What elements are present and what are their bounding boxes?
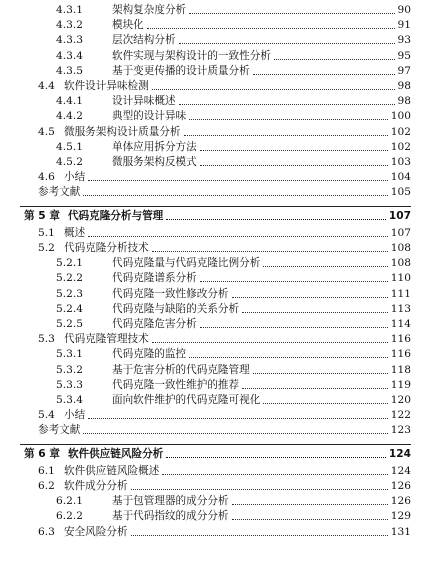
section-number: 5.3	[38, 333, 55, 346]
section-title: 代码克隆分析技术	[64, 242, 149, 254]
section-number: 4.5.1	[56, 140, 83, 153]
dot-leader	[263, 402, 387, 404]
toc-entry[interactable]	[0, 3, 411, 17]
dot-leader	[242, 311, 388, 313]
section-title: 代码克隆分析与管理	[67, 209, 164, 222]
dot-leader	[166, 218, 386, 220]
dot-leader	[147, 27, 395, 29]
page-number: 91	[397, 19, 411, 32]
page-number: 114	[390, 318, 411, 330]
dot-leader	[200, 280, 388, 282]
dot-leader	[200, 149, 388, 151]
toc-entry[interactable]	[0, 287, 411, 301]
page-number: 124	[388, 447, 411, 460]
toc-entry[interactable]	[0, 509, 411, 523]
dot-leader	[83, 194, 387, 196]
toc-entry[interactable]	[0, 33, 411, 47]
page-number: 111	[390, 287, 411, 300]
page-number: 116	[390, 348, 411, 361]
section-title: 代码克隆谱系分析	[112, 272, 197, 285]
section-number: 6.1	[38, 464, 55, 477]
section-title: 基于包管理器的成分分析	[112, 495, 229, 508]
page-number: 118	[390, 363, 411, 376]
dot-leader	[88, 235, 388, 237]
toc-entry[interactable]	[0, 170, 411, 184]
section-title: 微服务架构反模式	[112, 156, 197, 168]
section-number: 6.2.2	[56, 510, 83, 523]
section-number: 4.3.1	[56, 4, 83, 16]
page-number: 131	[390, 525, 411, 538]
toc-chapter-entry[interactable]	[0, 447, 411, 461]
page-number: 102	[390, 125, 411, 138]
section-title: 软件实现与架构设计的一致性分析	[112, 49, 271, 62]
page-number: 100	[390, 110, 411, 123]
page-number: 107	[390, 226, 411, 239]
section-title: 小结	[64, 409, 86, 422]
section-title: 软件设计异味检测	[64, 80, 149, 92]
toc-entry[interactable]	[0, 408, 411, 422]
page-number: 102	[390, 140, 411, 153]
section-title: 软件成分分析	[64, 480, 128, 492]
toc-entry[interactable]	[0, 140, 411, 154]
page-number: 122	[390, 409, 411, 422]
section-number: 5.2.1	[56, 257, 83, 270]
section-number: 5.2.3	[56, 287, 83, 300]
section-title: 基于危害分析的代码克隆管理	[112, 363, 250, 376]
dot-leader	[152, 250, 388, 252]
section-number: 4.4.2	[56, 110, 83, 123]
toc-entry[interactable]	[0, 302, 411, 316]
section-number: 6.2	[38, 480, 55, 492]
dot-leader	[179, 42, 395, 44]
section-number: 5.2.4	[56, 302, 83, 315]
toc-entry[interactable]	[0, 464, 411, 478]
dot-leader	[152, 341, 388, 343]
toc-entry[interactable]	[0, 271, 411, 285]
toc-entry[interactable]	[0, 49, 411, 63]
section-title: 代码克隆的监控	[112, 348, 187, 361]
section-title: 设计异味概述	[112, 95, 176, 108]
toc-entry[interactable]	[0, 94, 411, 108]
toc-entry[interactable]	[0, 332, 411, 346]
toc-chapter-entry[interactable]	[0, 209, 411, 223]
section-title: 单体应用拆分方法	[112, 140, 197, 153]
section-number: 5.3.2	[56, 363, 83, 376]
section-title: 面向软件维护的代码克隆可视化	[112, 394, 261, 406]
page-number: 98	[397, 80, 411, 92]
toc-entry[interactable]	[0, 256, 411, 270]
dot-leader	[179, 103, 395, 105]
toc-entry[interactable]	[0, 479, 411, 493]
toc-entry[interactable]	[0, 109, 411, 123]
page-number: 107	[388, 209, 411, 222]
toc-entry[interactable]	[0, 155, 411, 169]
page-number: 116	[390, 333, 411, 346]
page-number: 108	[390, 242, 411, 254]
section-title: 参考文献	[38, 424, 81, 437]
section-title: 概述	[64, 226, 86, 239]
section-number: 4.4.1	[56, 95, 83, 108]
section-number: 4.3.2	[56, 19, 83, 32]
dot-leader	[189, 118, 388, 120]
dot-leader	[184, 134, 388, 136]
dot-leader	[162, 473, 387, 475]
toc-entry[interactable]	[0, 423, 411, 437]
toc-entry[interactable]	[0, 317, 411, 331]
section-title: 安全风险分析	[64, 525, 128, 538]
dot-leader	[232, 296, 388, 298]
dot-leader	[274, 58, 395, 60]
section-number: 4.6	[38, 171, 55, 184]
toc-entry[interactable]	[0, 347, 411, 361]
page-number: 123	[390, 424, 411, 437]
section-number: 6.2.1	[56, 495, 83, 508]
section-title: 层次结构分析	[112, 34, 176, 47]
dot-leader	[189, 12, 394, 14]
page-number: 126	[390, 480, 411, 492]
section-title: 典型的设计异味	[112, 110, 187, 123]
dot-leader	[83, 432, 387, 434]
chapter-separator-line	[20, 206, 411, 207]
section-number: 4.3.3	[56, 34, 83, 47]
section-title: 代码克隆危害分析	[112, 318, 197, 330]
page-number: 90	[397, 4, 411, 16]
page-number: 126	[390, 495, 411, 508]
dot-leader	[242, 387, 388, 389]
section-title: 代码克隆量与代码克隆比例分析	[112, 257, 261, 270]
toc-entry[interactable]	[0, 378, 411, 392]
section-number: 5.4	[38, 409, 55, 422]
dot-leader	[253, 73, 395, 75]
section-number: 第 6 章	[24, 447, 60, 460]
toc-entry[interactable]	[0, 125, 411, 139]
dot-leader	[200, 164, 388, 166]
dot-leader	[253, 372, 388, 374]
section-title: 代码克隆管理技术	[64, 333, 149, 346]
section-number: 5.3.4	[56, 394, 83, 406]
page-number: 104	[390, 171, 411, 184]
page-number: 95	[397, 49, 411, 62]
toc-entry[interactable]	[0, 393, 411, 407]
section-title: 软件供应链风险分析	[67, 447, 164, 460]
dot-leader	[131, 534, 388, 536]
page-number: 113	[390, 302, 411, 315]
toc-entry[interactable]	[0, 226, 411, 240]
section-title: 小结	[64, 171, 86, 184]
toc-entry[interactable]	[0, 241, 411, 255]
toc-entry[interactable]	[0, 525, 411, 539]
toc-entry[interactable]	[0, 494, 411, 508]
section-title: 基于代码指纹的成分分析	[112, 510, 229, 523]
section-number: 6.3	[38, 525, 55, 538]
dot-leader	[232, 503, 388, 505]
section-title: 参考文献	[38, 186, 81, 199]
section-title: 代码克隆一致性维护的推荐	[112, 378, 240, 391]
section-number: 第 5 章	[24, 209, 60, 222]
toc-entry[interactable]	[0, 185, 411, 199]
section-title: 代码克隆与缺陷的关系分析	[112, 302, 240, 315]
section-number: 5.2.2	[56, 272, 83, 285]
section-number: 4.3.4	[56, 49, 83, 62]
section-number: 5.2.5	[56, 318, 83, 330]
dot-leader	[166, 456, 386, 458]
page-number: 98	[397, 95, 411, 108]
section-number: 5.1	[38, 226, 55, 239]
section-number: 5.3.3	[56, 378, 83, 391]
toc-entry[interactable]	[0, 64, 411, 78]
section-number: 5.3.1	[56, 348, 83, 361]
section-title: 微服务架构设计质量分析	[64, 125, 181, 138]
dot-leader	[152, 88, 395, 90]
dot-leader	[232, 518, 388, 520]
dot-leader	[263, 265, 387, 267]
section-title: 软件供应链风险概述	[64, 464, 160, 477]
dot-leader	[88, 179, 388, 181]
page-number: 97	[397, 64, 411, 77]
section-number: 4.5.2	[56, 156, 83, 168]
section-title: 基于变更传播的设计质量分析	[112, 64, 250, 77]
chapter-separator-line	[20, 444, 411, 445]
page-number: 124	[390, 464, 411, 477]
toc-entry[interactable]	[0, 18, 411, 32]
page-number: 105	[390, 186, 411, 199]
section-title: 模块化	[112, 19, 144, 32]
page-number: 119	[390, 378, 411, 391]
section-number: 4.5	[38, 125, 55, 138]
dot-leader	[131, 488, 388, 490]
page-number: 108	[390, 257, 411, 270]
page-number: 129	[390, 510, 411, 523]
page-number: 103	[390, 156, 411, 168]
page-number: 93	[397, 34, 411, 47]
section-number: 4.3.5	[56, 64, 83, 77]
page-number: 120	[390, 394, 411, 406]
section-number: 4.4	[38, 80, 55, 92]
toc-entry[interactable]	[0, 79, 411, 93]
page-number: 110	[390, 272, 411, 285]
dot-leader	[88, 417, 388, 419]
section-number: 5.2	[38, 242, 55, 254]
dot-leader	[200, 326, 388, 328]
section-title: 代码克隆一致性修改分析	[112, 287, 229, 300]
toc-entry[interactable]	[0, 363, 411, 377]
section-title: 架构复杂度分析	[112, 4, 187, 16]
dot-leader	[189, 356, 388, 358]
